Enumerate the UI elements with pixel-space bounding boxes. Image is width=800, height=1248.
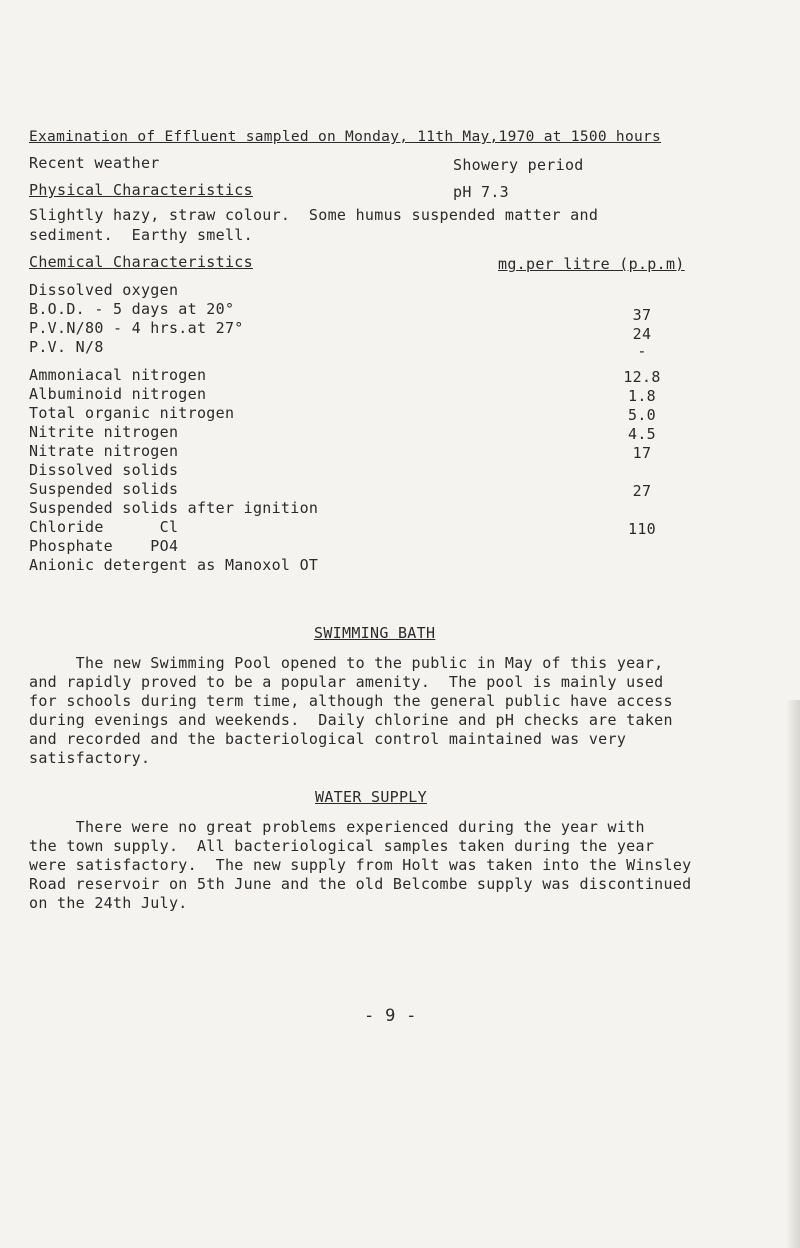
row-label: Suspended solids bbox=[29, 480, 179, 498]
row-label: Phosphate PO4 bbox=[29, 537, 179, 555]
page-number: - 9 - bbox=[364, 1006, 417, 1026]
physical-description-line-1: Slightly hazy, straw colour. Some humus suspended matter and bbox=[29, 206, 599, 224]
water-line: were satisfactory. The new supply from Holt was taken into the Winsley bbox=[29, 856, 692, 874]
units-header: mg.per litre (p.p.m) bbox=[498, 255, 685, 273]
row-value: 17 bbox=[632, 444, 652, 462]
row-label: Chloride Cl bbox=[29, 518, 179, 536]
water-supply-heading: WATER SUPPLY bbox=[315, 788, 427, 806]
swimming-line: The new Swimming Pool opened to the public in May of this year, bbox=[29, 654, 664, 672]
row-value: 110 bbox=[628, 520, 656, 538]
row-label: P.V.N/80 - 4 hrs.at 27° bbox=[29, 319, 244, 337]
swimming-line: satisfactory. bbox=[29, 749, 151, 767]
row-label: Total organic nitrogen bbox=[29, 404, 235, 422]
ph-value: pH 7.3 bbox=[453, 183, 509, 201]
row-label: B.O.D. - 5 days at 20° bbox=[29, 300, 235, 318]
row-label: Nitrate nitrogen bbox=[29, 442, 179, 460]
water-line: There were no great problems experienced during the year with bbox=[29, 818, 645, 836]
scan-edge-shadow bbox=[786, 700, 800, 1248]
physical-characteristics-label: Physical Characteristics bbox=[29, 181, 253, 199]
water-line: the town supply. All bacteriological samples taken during the year bbox=[29, 837, 655, 855]
row-value: 12.8 bbox=[623, 368, 661, 386]
physical-description-line-2: sediment. Earthy smell. bbox=[29, 226, 253, 244]
row-value: 27 bbox=[632, 482, 652, 500]
row-value: 5.0 bbox=[628, 406, 656, 424]
row-label: Ammoniacal nitrogen bbox=[29, 366, 207, 384]
chemical-characteristics-label: Chemical Characteristics bbox=[29, 253, 253, 271]
row-label: Dissolved oxygen bbox=[29, 281, 179, 299]
row-value: 4.5 bbox=[628, 425, 656, 443]
row-label: Dissolved solids bbox=[29, 461, 179, 479]
row-label: Nitrite nitrogen bbox=[29, 423, 179, 441]
row-label: Albuminoid nitrogen bbox=[29, 385, 207, 403]
examination-title: Examination of Effluent sampled on Monday, 11th May,1970 at 1500 hours bbox=[29, 129, 662, 145]
swimming-line: for schools during term time, although the general public have access bbox=[29, 692, 673, 710]
recent-weather-value: Showery period bbox=[453, 156, 584, 174]
recent-weather-label: Recent weather bbox=[29, 154, 160, 172]
water-line: Road reservoir on 5th June and the old Belcombe supply was discontinued bbox=[29, 875, 692, 893]
row-label: Anionic detergent as Manoxol OT bbox=[29, 556, 319, 574]
swimming-line: during evenings and weekends. Daily chlorine and pH checks are taken bbox=[29, 711, 673, 729]
row-value: 24 bbox=[632, 325, 652, 343]
water-line: on the 24th July. bbox=[29, 894, 188, 912]
row-label: P.V. N/8 bbox=[29, 338, 104, 356]
row-value: 1.8 bbox=[628, 387, 656, 405]
swimming-bath-heading: SWIMMING BATH bbox=[314, 624, 436, 642]
swimming-line: and rapidly proved to be a popular amenity. The pool is mainly used bbox=[29, 673, 664, 691]
row-value: - bbox=[637, 342, 647, 360]
row-value: 37 bbox=[632, 306, 652, 324]
row-label: Suspended solids after ignition bbox=[29, 499, 319, 517]
swimming-line: and recorded and the bacteriological control maintained was very bbox=[29, 730, 627, 748]
